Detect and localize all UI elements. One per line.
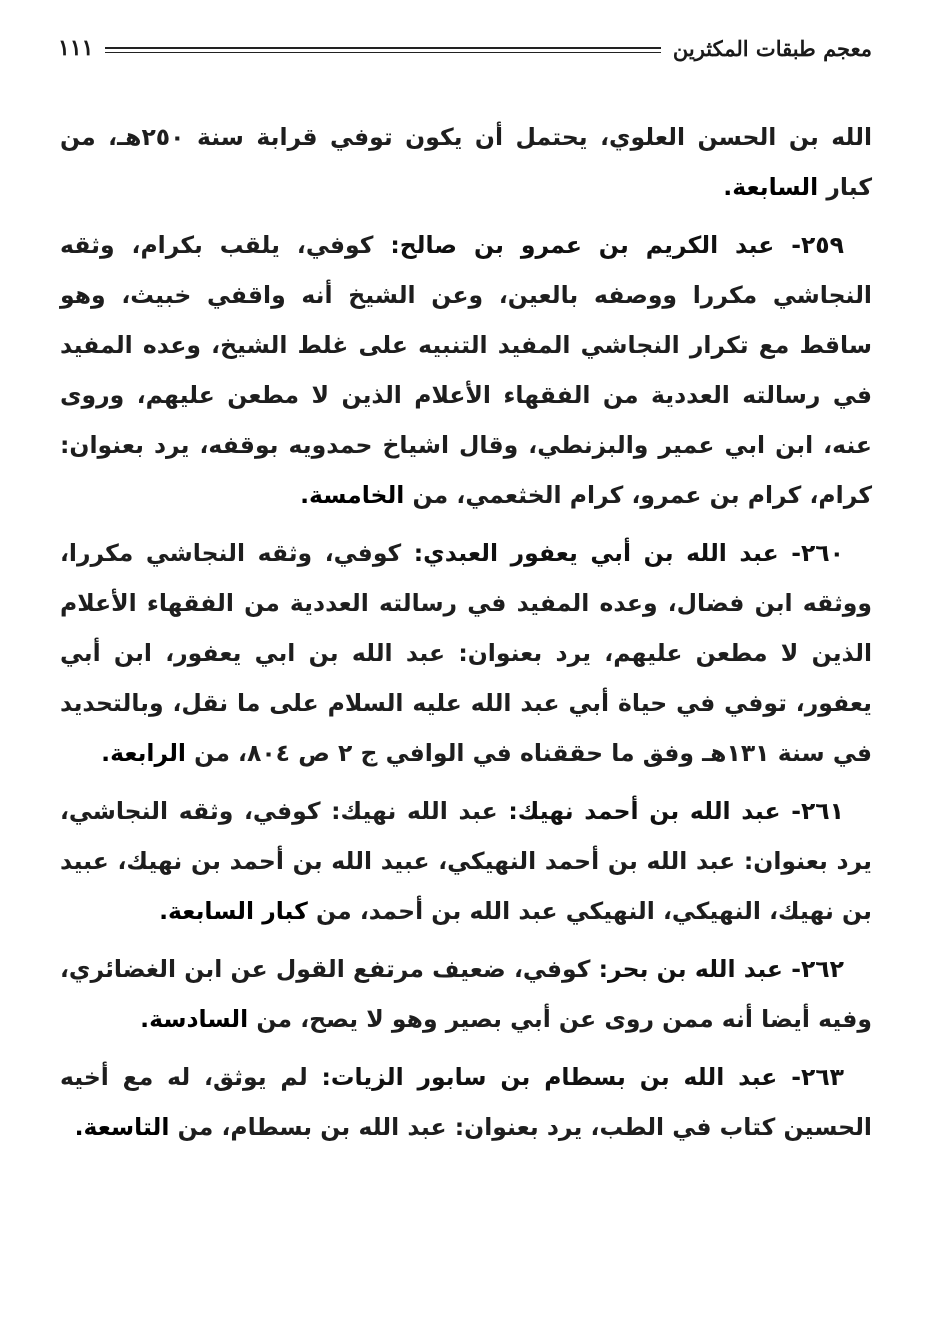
entry-name: عبد الله بن بسطام بن سابور الزيات:: [321, 1063, 778, 1091]
intro-text: الله بن الحسن العلوي، يحتمل أن يكون توفي قرابة سنة ٢٥٠هـ، من كبار: [60, 123, 873, 201]
entry-260: [60, 528, 872, 778]
entry-263: [60, 1052, 872, 1152]
entry-rank: كبار السابعة.: [159, 897, 308, 925]
entry-259: [60, 220, 872, 520]
entry-262: [60, 944, 872, 1044]
entry-text: كوفي، وثقه النجاشي مكررا، ووثقه ابن فضال، وعده المفيد في رسالته العددية من الفقهاء الأعلام الذين لا مطعن عليهم، يرد بعنوان: عبد الله بن ابي يعفور، ابن أبي يعفور، توفي في حياة أبي عبد الله عليه السلام على ما نقل، وبالتحديد في سنة ١٣١هـ وفق ما حققناه في الوافي ج ٢ ص ٨٠٤، من: [60, 539, 872, 767]
entry-name: عبد الله بن بحر:: [598, 955, 783, 983]
running-title: معجم طبقات المكثرين: [672, 35, 872, 61]
entry-name: عبد الكريم بن عمرو بن صالح:: [390, 231, 775, 259]
page-body: [60, 112, 872, 1160]
entry-number: ٢٦٣-: [791, 1063, 845, 1091]
entry-text: عبد الله نهيك: كوفي، وثقه النجاشي، يرد بعنوان: عبد الله بن أحمد النهيكي، عبيد الله بن أحمد بن نهيك، عبيد بن نهيك، النهيكي، النهيكي عبد الله بن أحمد، من: [60, 797, 872, 925]
entry-number: ٢٥٩-: [791, 231, 844, 259]
intro-rank: السابعة.: [723, 173, 819, 201]
entry-261: [60, 786, 872, 936]
entry-name: عبد الله بن أحمد نهيك:: [508, 797, 781, 825]
entry-number: ٢٦٢-: [791, 955, 844, 983]
entry-text: كوفي، يلقب بكرام، وثقه النجاشي مكررا ووصفه بالعين، وعن الشيخ أنه واقفي خبيث، وهو ساقط مع تكرار النجاشي المفيد التنبيه على غلط الشيخ، وعده المفيد في رسالته العددية من الفقهاء الأعلام الذين لا مطعن عليهم، وروى عنه، ابن ابي عمير والبزنطي، وقال اشياخ حمدويه بوقفه، يرد بعنوان: كرام، كرام بن عمرو، كرام الخثعمي، من: [60, 231, 872, 509]
page-header: [58, 30, 872, 66]
entry-text: لم يوثق، له مع أخيه الحسين كتاب في الطب، يرد بعنوان: عبد الله بن بسطام، من: [60, 1063, 872, 1141]
entry-rank: الرابعة.: [101, 739, 186, 767]
entry-number: ٢٦١-: [791, 797, 844, 825]
intro-paragraph: [60, 112, 872, 212]
entry-rank: السادسة.: [140, 1005, 249, 1033]
entry-text: كوفي، ضعيف مرتفع القول عن ابن الغضائري، وفيه أيضا أنه ممن روى عن أبي بصير وهو لا يصح، من: [60, 955, 872, 1033]
entry-rank: الخامسة.: [300, 481, 405, 509]
entry-number: ٢٦٠-: [791, 539, 844, 567]
header-rule: [105, 47, 660, 49]
entry-rank: التاسعة.: [74, 1113, 170, 1141]
page-number: ١١١: [58, 35, 94, 61]
entry-name: عبد الله بن أبي يعفور العبدي:: [413, 539, 779, 567]
